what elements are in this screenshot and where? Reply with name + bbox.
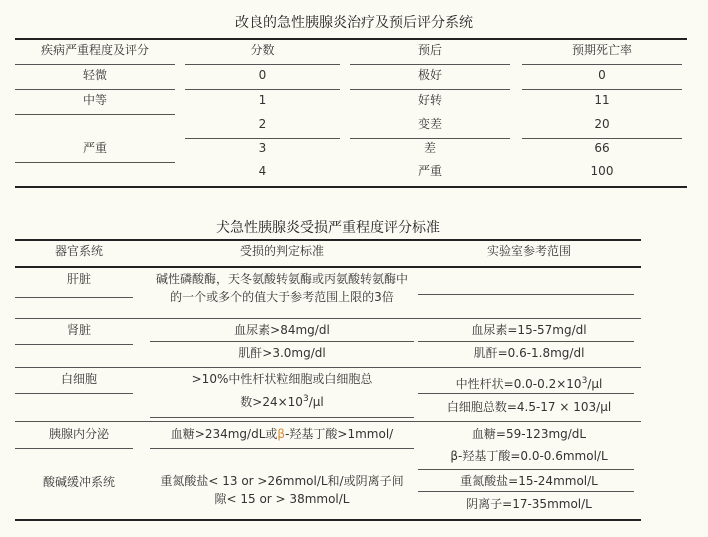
table2-header-organ: 器官系统 xyxy=(54,244,103,258)
table1-row-rule xyxy=(350,89,510,90)
ref-wbc-1-unit: /μl xyxy=(587,377,603,391)
table1-header-rule xyxy=(185,64,340,65)
table1-top-border xyxy=(15,38,687,40)
ref-wbc-1-exponent: 3 xyxy=(581,376,588,386)
table1-header-rule xyxy=(522,64,682,65)
table2-header-border xyxy=(15,266,641,268)
table1-cell-mortality: 66 xyxy=(594,141,610,155)
table2-criteria-wbc-2 xyxy=(150,394,414,411)
table1-cell-score: 0 xyxy=(258,68,267,82)
table1-row-rule xyxy=(522,89,682,90)
table2-row-rule xyxy=(15,344,133,345)
table1-cell-mortality: 0 xyxy=(598,68,606,82)
table1-cell-prognosis: 极好 xyxy=(417,68,442,82)
table2-ref-acidbase-1: 重氮酸盐=15-24mmol/L xyxy=(460,474,598,488)
table1-header-score: 分数 xyxy=(250,43,275,57)
table2-bottom-border xyxy=(15,519,641,521)
table1-row-rule xyxy=(185,89,340,90)
table2-criteria-kidney-2: 肌酐>3.0mg/dl xyxy=(238,346,326,360)
table2-row-rule xyxy=(418,294,634,295)
table2-header-criteria: 受损的判定标准 xyxy=(239,244,324,258)
criteria-wbc-2-text: 数>24×10 xyxy=(240,395,303,409)
table2-criteria-kidney-1: 血尿素>84mg/dl xyxy=(234,323,330,337)
table1-cell-prognosis: 严重 xyxy=(417,164,442,178)
criteria-endocrine-text-2: -羟基丁酸>1mmol/ xyxy=(285,427,394,441)
table2-row-rule xyxy=(15,393,133,394)
criteria-endocrine-text: 血糖>234mg/dL或 xyxy=(170,427,278,441)
table2-criteria-liver-1: 碱性磷酸酶，天冬氨酸转氨酶或丙氨酸转氨酶中 xyxy=(155,272,408,286)
table2-row-rule xyxy=(15,421,641,422)
table2-ref-endocrine-1: 血糖=59-123mg/dL xyxy=(471,427,587,441)
table2-ref-acidbase-2: 阴离子=17-35mmol/L xyxy=(466,497,592,511)
table1-cell-severity: 中等 xyxy=(82,93,107,107)
table2-header-reference: 实验室参考范围 xyxy=(486,244,571,258)
table1-row-rule xyxy=(522,138,682,139)
table1-cell-severity: 严重 xyxy=(82,141,107,155)
table2-row-rule xyxy=(418,393,634,394)
table1-bottom-border xyxy=(15,186,687,188)
table2-organ-kidney: 肾脏 xyxy=(66,323,91,337)
table2-top-border xyxy=(15,239,641,241)
table2-row-rule xyxy=(150,448,414,449)
table2-ref-wbc-1 xyxy=(418,376,640,393)
table1-row-rule xyxy=(185,138,340,139)
table2-title: 犬急性胰腺炎受损严重程度评分标准 xyxy=(216,220,440,236)
table2-row-rule xyxy=(418,341,634,342)
table1-row-rule xyxy=(15,162,175,163)
table2-criteria-acidbase-1: 重氮酸盐< 13 or >26mmol/L和/或阴离子间 xyxy=(160,474,404,488)
table1-cell-prognosis: 好转 xyxy=(417,93,442,107)
table2-row-rule xyxy=(15,448,133,449)
table2-criteria-acidbase-2: 隙< 15 or > 38mmol/L xyxy=(214,492,350,506)
table1-header-rule xyxy=(15,64,175,65)
table1-row-rule xyxy=(15,89,175,90)
criteria-wbc-2-exponent: 3 xyxy=(302,394,309,404)
table1-cell-prognosis: 变差 xyxy=(417,117,442,131)
table2-criteria-liver-2: 的一个或多个的值大于参考范围上限的3倍 xyxy=(170,290,394,304)
table1-title: 改良的急性胰腺炎治疗及预后评分系统 xyxy=(235,15,473,31)
table1-cell-prognosis: 差 xyxy=(423,141,436,155)
table1-cell-mortality: 100 xyxy=(590,164,614,178)
table2-row-rule xyxy=(418,491,634,492)
table1-cell-score: 2 xyxy=(258,117,267,131)
table2-row-rule xyxy=(150,341,414,342)
table2-ref-kidney-2: 肌酐=0.6-1.8mg/dl xyxy=(473,346,585,360)
table2-organ-wbc: 白细胞 xyxy=(60,372,97,386)
table1-cell-mortality: 11 xyxy=(594,93,610,107)
table1-cell-score: 4 xyxy=(258,164,267,178)
table1-cell-mortality: 20 xyxy=(594,117,610,131)
criteria-endocrine-beta: β xyxy=(277,427,286,441)
table1-cell-score: 3 xyxy=(258,141,267,155)
table2-criteria-endocrine xyxy=(150,426,414,443)
table2-organ-acidbase: 酸碱缓冲系统 xyxy=(42,475,115,489)
table1-row-rule xyxy=(15,114,175,115)
table1-header-rule xyxy=(350,64,510,65)
table2-organ-liver: 肝脏 xyxy=(66,272,91,286)
table2-ref-endocrine-2: β-羟基丁酸=0.0-0.6mmol/L xyxy=(450,449,608,463)
criteria-wbc-2-unit: /μl xyxy=(308,395,324,409)
table2-row-rule xyxy=(15,367,641,368)
table2-row-rule xyxy=(15,297,133,298)
table2-row-rule xyxy=(418,469,634,470)
table1-header-severity: 疾病严重程度及评分 xyxy=(40,43,149,57)
table2-criteria-wbc-1: >10%中性杆状粒细胞或白细胞总 xyxy=(191,372,373,386)
table2-organ-endocrine: 胰腺内分泌 xyxy=(48,427,109,441)
table2-ref-wbc-2: 白细胞总数=4.5-17 × 103/μl xyxy=(446,400,612,414)
table1-cell-score: 1 xyxy=(258,93,267,107)
table2-row-rule xyxy=(150,417,414,418)
ref-wbc-1-text: 中性杆状=0.0-0.2×10 xyxy=(455,377,582,391)
table1-header-mortality: 预期死亡率 xyxy=(571,43,632,57)
table2-row-rule xyxy=(15,318,641,319)
table1-cell-severity: 轻微 xyxy=(82,68,107,82)
table1-row-rule xyxy=(350,138,510,139)
table2-ref-kidney-1: 血尿素=15-57mg/dl xyxy=(471,323,587,337)
table1-header-prognosis: 预后 xyxy=(417,43,442,57)
